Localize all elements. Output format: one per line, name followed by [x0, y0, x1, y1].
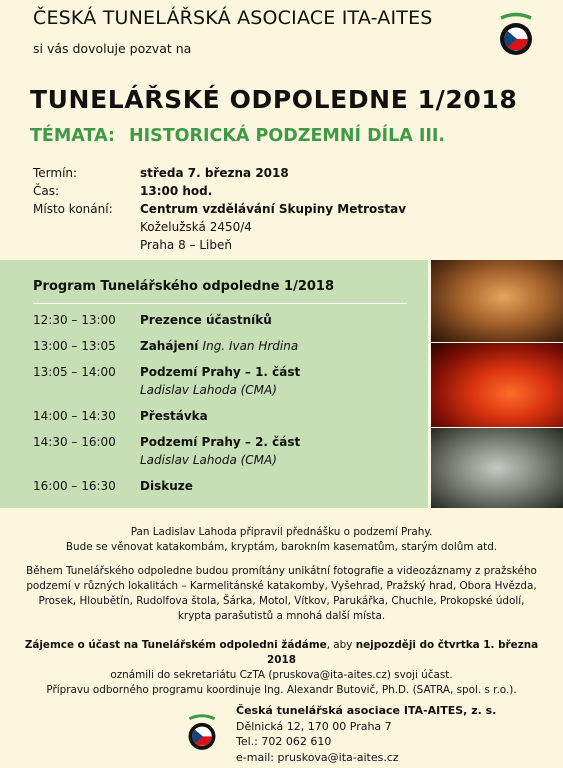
- program-event: [140, 339, 298, 353]
- topics-label: TÉMATA:: [30, 126, 115, 146]
- time-value: 13:00 hod.: [140, 184, 213, 198]
- place-line-1: Centrum vzdělávání Skupiny Metrostav: [140, 202, 407, 216]
- text-line: Bude se věnovat katakombám, kryptám, barokním kasematům, starým dolům atd.: [65, 541, 498, 553]
- program-event: Prezence účastníků: [140, 313, 272, 327]
- text-line: podzemí v různých lokalitách – Karmelitánské katakomby, Vyšehrad, Pražský hrad, Obora Hvězda,: [26, 580, 537, 592]
- program-divider: [33, 303, 407, 304]
- program-time: 13:05 – 14:00: [33, 365, 116, 379]
- place-line-2: Koželužská 2450/4: [140, 220, 252, 234]
- program-time: 13:00 – 13:05: [33, 339, 116, 353]
- program-event: Diskuze: [140, 479, 193, 493]
- organization-name: ČESKÁ TUNELÁŘSKÁ ASOCIACE ITA-AITES: [33, 7, 433, 29]
- czech-flag-circle-logo-icon: [497, 12, 535, 58]
- text-line: [18, 638, 545, 668]
- footer-email[interactable]: e-mail: pruskova@ita-aites.cz: [236, 750, 399, 764]
- footer-org-name: Česká tunelářská asociace ITA-AITES, z. s.: [236, 704, 497, 717]
- footer-phone: Tel.: 702 062 610: [236, 735, 332, 749]
- text-line: krypta parašutistů a mnohá další místa.: [177, 610, 386, 622]
- lecture-description: [18, 525, 545, 555]
- tunnel-photo-2: [431, 343, 563, 427]
- locations-description: [18, 564, 545, 624]
- event-title: TUNELÁŘSKÉ ODPOLEDNE 1/2018: [30, 85, 518, 114]
- text-mid: , aby: [326, 639, 356, 651]
- program-speaker: Ladislav Lahoda (CMA): [140, 383, 277, 397]
- registration-note: [18, 638, 545, 698]
- program-time: 12:30 – 13:00: [33, 313, 116, 327]
- time-label: Čas:: [33, 184, 60, 198]
- program-time: 14:30 – 16:00: [33, 435, 116, 449]
- event-topics: [30, 126, 445, 146]
- program-event: Podzemí Prahy – 2. část: [140, 435, 301, 449]
- text-line: Prosek, Hloubětín, Rudolfova štola, Šárka, Motol, Vítkov, Parukářka, Chuchle, Prokopské údolí,: [38, 595, 525, 607]
- text-bold: Zájemce o účast na Tunelářském odpoledni žádáme: [24, 639, 327, 651]
- program-event: Podzemí Prahy – 1. část: [140, 365, 301, 379]
- term-value: středa 7. března 2018: [140, 166, 289, 180]
- text-line: oznámili do sekretariátu CzTA (pruskova@ita-aites.cz) svoji účast.: [110, 669, 453, 681]
- place-label: Místo konání:: [33, 202, 113, 216]
- program-time: 14:00 – 14:30: [33, 409, 116, 423]
- tunnel-photo-3: [431, 428, 563, 508]
- term-label: Termín:: [33, 166, 78, 180]
- program-event-note: Ing. Ivan Hrdina: [202, 339, 299, 353]
- footer-address: Dělnická 12, 170 00 Praha 7: [236, 719, 392, 733]
- text-bold: nejpozději do čtvrtka 1. března 2018: [267, 639, 539, 666]
- place-line-3: Praha 8 – Libeň: [140, 238, 232, 252]
- text-line: Pan Ladislav Lahoda připravil přednášku o podzemí Prahy.: [130, 526, 433, 538]
- text-line: Přípravu odborného programu koordinuje Ing. Alexandr Butovič, Ph.D. (SATRA, spol. s r.o.).: [46, 684, 517, 696]
- program-speaker: Ladislav Lahoda (CMA): [140, 453, 277, 467]
- program-title: Program Tunelářského odpoledne 1/2018: [33, 279, 335, 294]
- program-event: Přestávka: [140, 409, 208, 423]
- tunnel-photo-1: [431, 260, 563, 342]
- invitation-text: si vás dovoluje pozvat na: [33, 41, 192, 56]
- topics-value: HISTORICKÁ PODZEMNÍ DÍLA III.: [128, 126, 446, 146]
- footer-contact: [236, 703, 496, 765]
- program-event-name: Zahájení: [140, 339, 199, 353]
- text-line: Během Tunelářského odpoledne budou promítány unikátní fotografie a videozáznamy z pražského: [26, 565, 537, 577]
- program-time: 16:00 – 16:30: [33, 479, 116, 493]
- czech-flag-circle-logo-icon: [186, 713, 218, 753]
